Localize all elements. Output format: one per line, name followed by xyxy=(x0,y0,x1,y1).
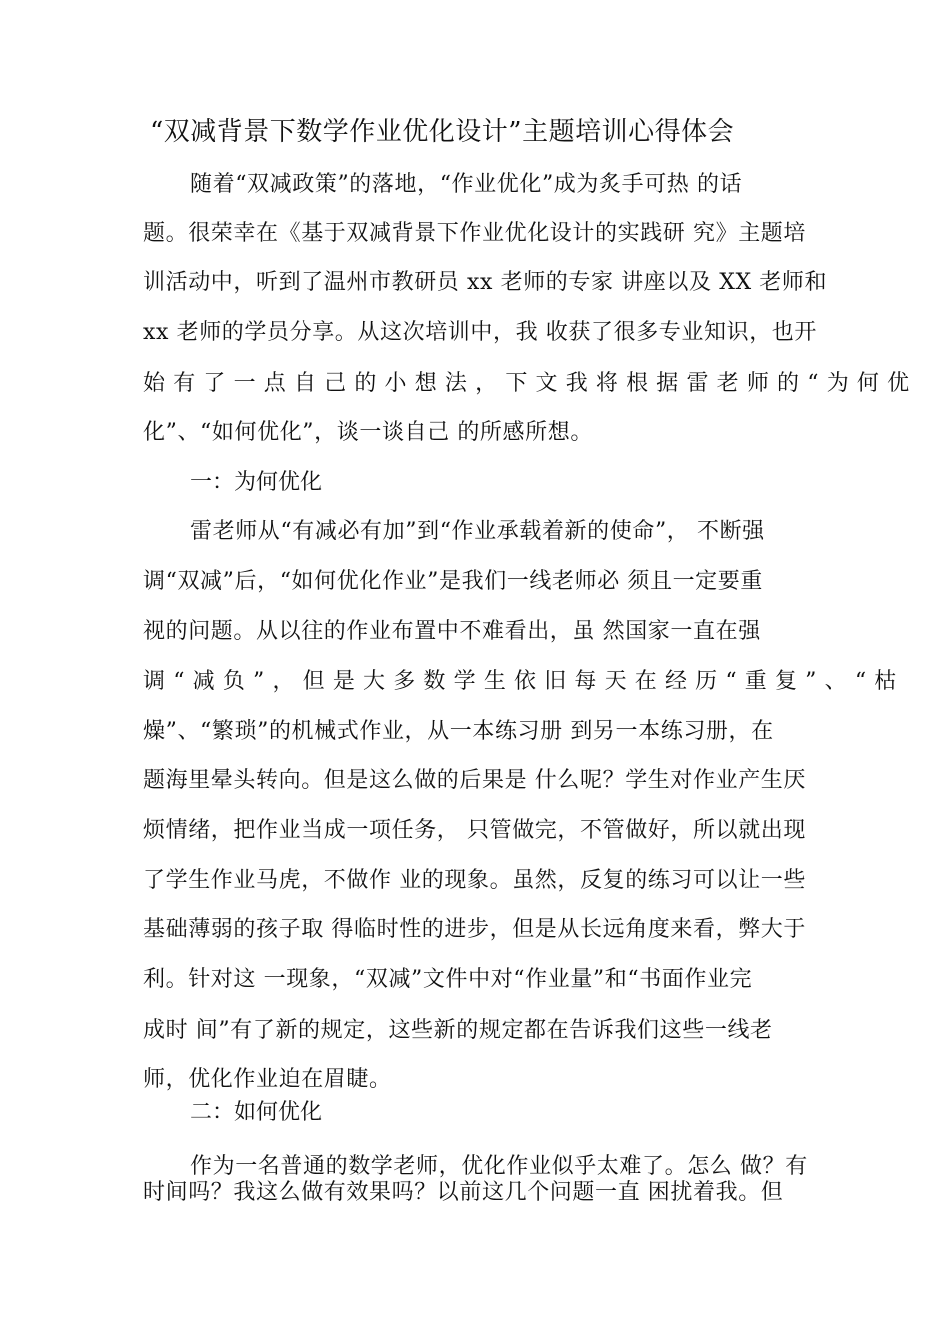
paragraph-2-line-10: 利。针对这 一现象，“双减”文件中对“作业量”和“书面作业完 xyxy=(143,967,753,992)
paragraph-2-line-6: 题海里晕头转向。但是这么做的后果是 什么呢？学生对作业产生厌 xyxy=(143,768,806,793)
paragraph-2-line-9: 基础薄弱的孩子取 得临时性的进步，但是从长远角度来看，弊大于 xyxy=(143,917,806,942)
paragraph-1-line-6: 化”、“如何优化”，谈一谈自己 的所感所想。 xyxy=(143,420,593,445)
paragraph-2-line-1: 雷老师从“有减必有加”到“作业承载着新的使命”， 不断强 xyxy=(190,519,765,544)
paragraph-3-line-1: 作为一名普通的数学老师，优化作业似乎太难了。怎么 做？有 xyxy=(190,1154,808,1179)
paragraph-2-line-4: 调 “ 减 负 ” ， 但 是 大 多 数 学 生 依 旧 每 天 在 经 历 “ 重 复 ” 、 “ 枯 xyxy=(143,669,897,694)
paragraph-2-line-8: 了学生作业马虎，不做作 业的现象。虽然，反复的练习可以让一些 xyxy=(143,868,806,893)
paragraph-1-line-2: 题。很荣幸在《基于双减背景下作业优化设计的实践研 究》主题培 xyxy=(143,221,806,246)
paragraph-1-line-4: xx 老师的学员分享。从这次培训中，我 收获了很多专业知识，也开 xyxy=(143,320,818,345)
section-heading-2: 二：如何优化 xyxy=(190,1100,323,1125)
paragraph-2-line-11: 成时 间”有了新的规定，这些新的规定都在告诉我们这些一线老 xyxy=(143,1018,773,1043)
paragraph-2-line-2: 调“双减”后，“如何优化作业”是我们一线老师必 须且一定要重 xyxy=(143,569,763,594)
paragraph-2-line-5: 燥”、“繁琐”的机械式作业，从一本练习册 到另一本练习册，在 xyxy=(143,719,774,744)
paragraph-2-line-7: 烦情绪，把作业当成一项任务， 只管做完，不管做好，所以就出现 xyxy=(143,818,806,843)
paragraph-1-line-3: 训活动中，听到了温州市教研员 xx 老师的专家 讲座以及 XX 老师和 xyxy=(143,270,828,295)
paragraph-2-line-12: 师，优化作业迫在眉睫。 xyxy=(143,1067,392,1092)
paragraph-1-line-1: 随着“双减政策”的落地，“作业优化”成为炙手可热 的话 xyxy=(190,172,743,197)
paragraph-2-line-3: 视的问题。从以往的作业布置中不难看出，虽 然国家一直在强 xyxy=(143,619,761,644)
section-heading-1: 一：为何优化 xyxy=(190,470,323,495)
document-title: “双减背景下数学作业优化设计”主题培训心得体会 xyxy=(150,117,735,147)
paragraph-1-line-5: 始 有 了 一 点 自 己 的 小 想 法 ， 下 文 我 将 根 据 雷 老 师 的 “ 为 何 优 xyxy=(143,371,910,396)
paragraph-3-line-2: 时间吗？我这么做有效果吗？以前这几个问题一直 困扰着我。但 xyxy=(143,1180,784,1205)
